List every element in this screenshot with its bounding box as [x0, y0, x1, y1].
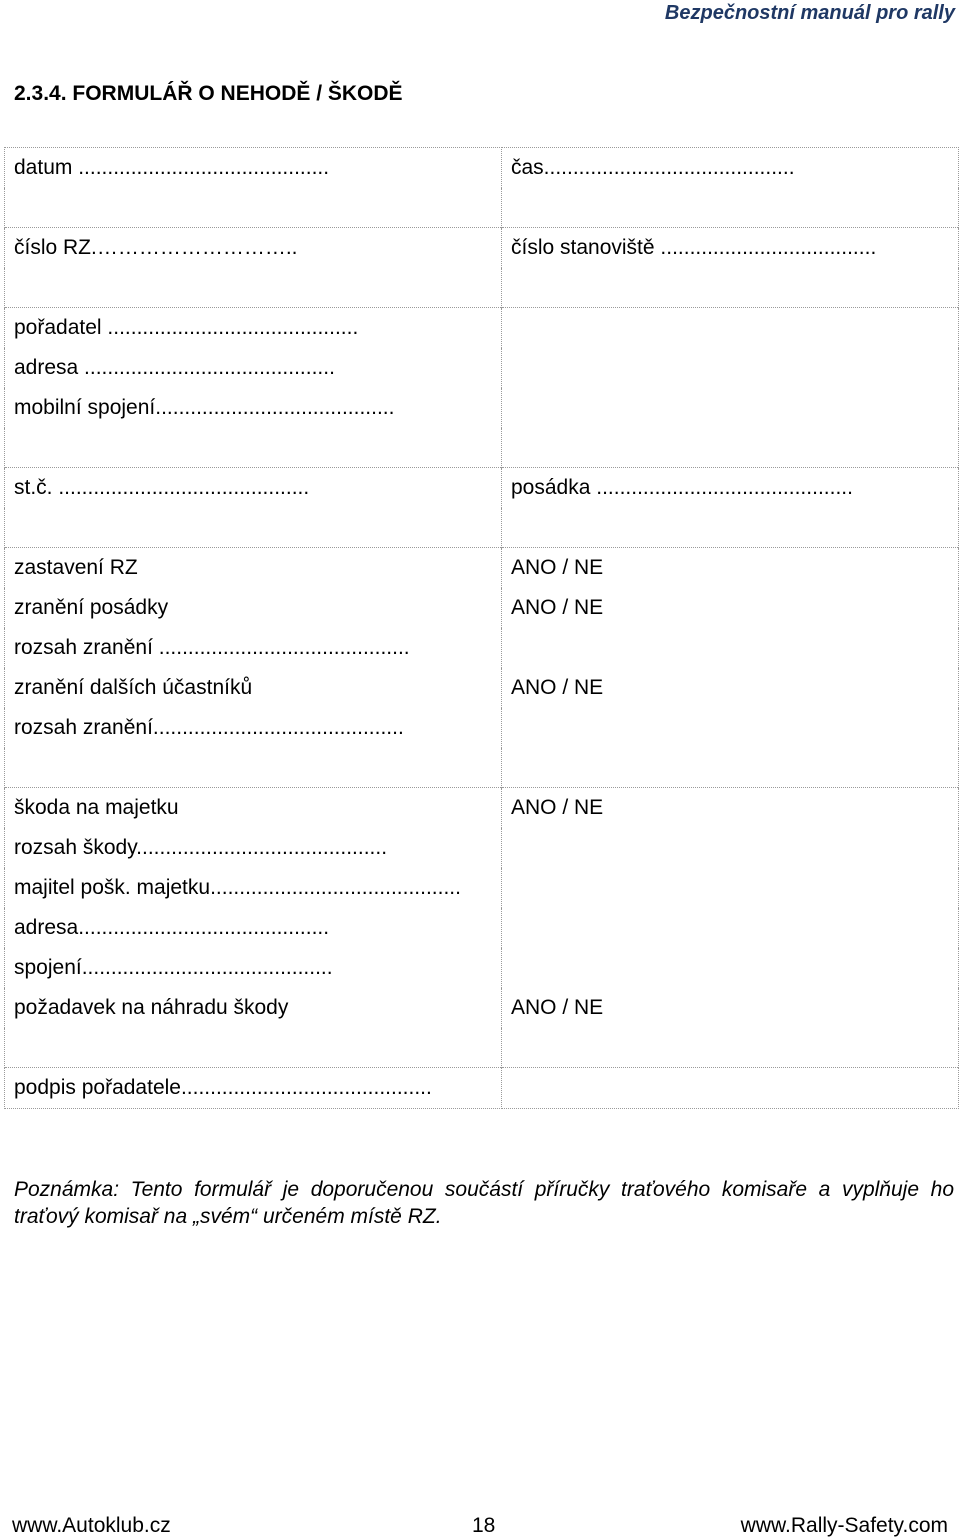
spacer-cell: [502, 748, 959, 788]
note-paragraph: Poznámka: Tento formulář je doporučenou součástí příručky traťového komisaře a vyplňuje ho traťový komisař na „svém“ určeném místě RZ.: [14, 1178, 954, 1228]
cislo-rz-field[interactable]: číslo RZ.………………………..: [5, 228, 502, 269]
posadka-field[interactable]: posádka ............................................: [502, 468, 959, 509]
mobilni-spojeni-field[interactable]: mobilní spojení.........................................: [5, 388, 502, 428]
rozsah-zraneni-field[interactable]: rozsah zranění ...........................................: [5, 628, 502, 668]
spacer-cell: [502, 1028, 959, 1068]
zraneni-dalsich-choice[interactable]: ANO / NE: [502, 668, 959, 708]
poradatel-adresa-field[interactable]: adresa ...........................................: [5, 348, 502, 388]
cislo-stanoviste-field[interactable]: číslo stanoviště .....................................: [502, 228, 959, 269]
accident-form-table: [4, 147, 959, 1109]
spacer-cell: [502, 508, 959, 548]
footer-link-rally-safety[interactable]: www.Rally-Safety.com: [740, 1514, 948, 1537]
cas-field[interactable]: čas...........................................: [502, 148, 959, 189]
spacer-cell: [502, 188, 959, 228]
empty-cell: [502, 308, 959, 349]
datum-field[interactable]: datum ...........................................: [5, 148, 502, 189]
podpis-field[interactable]: podpis pořadatele...........................................: [5, 1068, 502, 1109]
empty-cell: [502, 628, 959, 668]
zastaveni-rz-choice[interactable]: ANO / NE: [502, 548, 959, 589]
spacer-cell: [502, 268, 959, 308]
empty-cell: [502, 948, 959, 988]
spacer-cell: [502, 428, 959, 468]
spacer-cell: [5, 268, 502, 308]
spacer-cell: [5, 428, 502, 468]
empty-cell: [502, 868, 959, 908]
empty-cell: [502, 908, 959, 948]
empty-cell: [502, 708, 959, 748]
spojeni-field[interactable]: spojení...........................................: [5, 948, 502, 988]
zraneni-posadky-choice[interactable]: ANO / NE: [502, 588, 959, 628]
page-number: 18: [472, 1514, 496, 1537]
pozadavek-choice[interactable]: ANO / NE: [502, 988, 959, 1028]
skoda-na-majetku-label: škoda na majetku: [5, 788, 502, 829]
empty-cell: [502, 828, 959, 868]
spacer-cell: [5, 1028, 502, 1068]
footer-link-autoklub[interactable]: www.Autoklub.cz: [12, 1514, 171, 1537]
majitel-adresa-field[interactable]: adresa...........................................: [5, 908, 502, 948]
spacer-cell: [5, 188, 502, 228]
document-header-title: Bezpečnostní manuál pro rally: [664, 2, 955, 24]
spacer-cell: [5, 748, 502, 788]
empty-cell: [502, 388, 959, 428]
poradatel-field[interactable]: pořadatel ...........................................: [5, 308, 502, 349]
zraneni-dalsich-label: zranění dalších účastníků: [5, 668, 502, 708]
majitel-field[interactable]: majitel pošk. majetku...........................................: [5, 868, 502, 908]
skoda-na-majetku-choice[interactable]: ANO / NE: [502, 788, 959, 829]
zastaveni-rz-label: zastavení RZ: [5, 548, 502, 589]
pozadavek-label: požadavek na náhradu škody: [5, 988, 502, 1028]
rozsah-skody-field[interactable]: rozsah škody...........................................: [5, 828, 502, 868]
st-c-field[interactable]: st.č. ...........................................: [5, 468, 502, 509]
spacer-cell: [5, 508, 502, 548]
rozsah-zraneni-field-2[interactable]: rozsah zranění...........................................: [5, 708, 502, 748]
empty-cell: [502, 1068, 959, 1109]
section-heading: 2.3.4. FORMULÁŘ O NEHODĚ / ŠKODĚ: [14, 82, 403, 105]
empty-cell: [502, 348, 959, 388]
zraneni-posadky-label: zranění posádky: [5, 588, 502, 628]
